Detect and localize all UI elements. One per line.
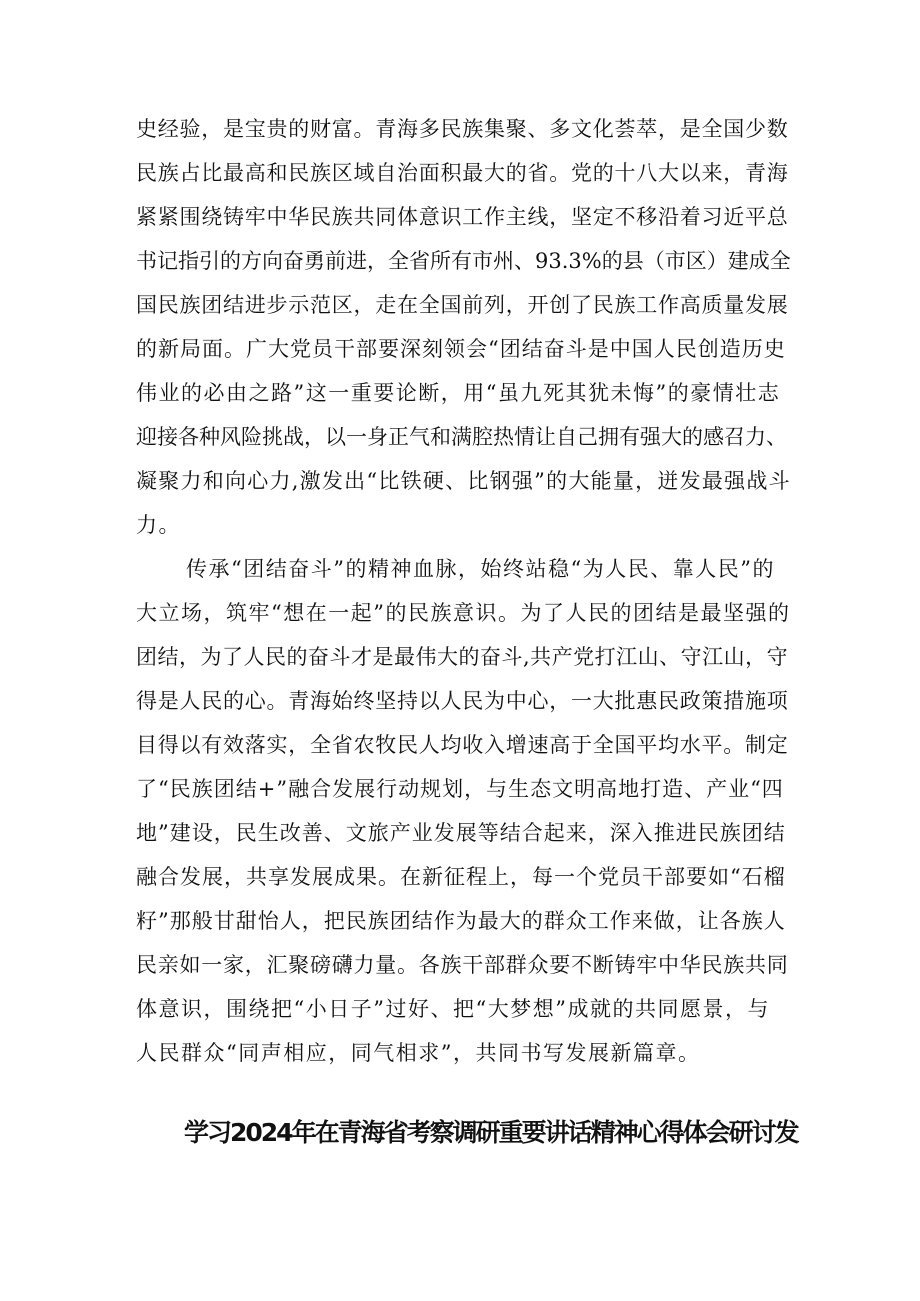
paragraph-2-line: 了“民族团结+”融合发展行动规划，与生态文明高地打造、产业“四 (136, 777, 784, 801)
paragraph-1-line: 民族占比最高和民族区域自治面积最大的省。党的十八大以来，青海 (136, 161, 789, 185)
paragraph-1-line: 伟业的必由之路”这一重要论断，用“虽九死其犹未悔”的豪情壮志 (136, 381, 781, 405)
paragraph-2-line: 传承“团结奋斗”的精神血脉，始终站稳“为人民、靠人民”的 (186, 557, 775, 581)
paragraph-1-line: 书记指引的方向奋勇前进，全省所有市州、93.3%的县（市区）建成全 (136, 249, 791, 273)
section-heading: 学习2024年在青海省考察调研重要讲话精神心得体会研讨发 (184, 1118, 798, 1147)
paragraph-2-line: 大立场，筑牢“想在一起”的民族意识。为了人民的团结是最坚强的 (136, 601, 791, 625)
paragraph-2-line: 民亲如一家，汇聚磅礴力量。各族干部群众要不断铸牢中华民族共同 (136, 953, 789, 977)
paragraph-1-line: 紧紧围绕铸牢中华民族共同体意识工作主线，坚定不移沿着习近平总 (136, 205, 789, 229)
paragraph-1-line: 凝聚力和向心力,激发出“比铁硬、比钢强”的大能量，迸发最强战斗 (136, 469, 791, 493)
paragraph-1-line: 迎接各种风险挑战，以一身正气和满腔热情让自己拥有强大的感召力、 (136, 425, 787, 449)
paragraph-2-line: 人民群众“同声相应，同气相求”，共同书写发展新篇章。 (136, 1041, 701, 1065)
paragraph-2-line: 体意识，围绕把“小日子”过好、把“大梦想”成就的共同愿景，与 (136, 997, 770, 1021)
paragraph-1-line: 国民族团结进步示范区，走在全国前列，开创了民族工作高质量发展 (136, 293, 789, 317)
paragraph-2-line: 融合发展，共享发展成果。在新征程上，每一个党员干部要如“石榴 (136, 865, 786, 889)
paragraph-2-line: 籽”那般甘甜怡人，把民族团结作为最大的群众工作来做，让各族人 (136, 909, 786, 933)
paragraph-1-line: 的新局面。广大党员干部要深刻领会“团结奋斗是中国人民创造历史 (136, 337, 786, 361)
paragraph-2-line: 目得以有效落实，全省农牧民人均收入增速高于全国平均水平。制定 (136, 733, 789, 757)
paragraph-2-line: 得是人民的心。青海始终坚持以人民为中心，一大批惠民政策措施项 (136, 689, 789, 713)
paragraph-1-line: 力。 (136, 513, 181, 537)
paragraph-2-line: 团结，为了人民的奋斗才是最伟大的奋斗,共产党打江山、守江山，守 (136, 645, 789, 669)
paragraph-2-line: 地”建设，民生改善、文旅产业发展等结合起来，深入推进民族团结 (136, 821, 786, 845)
paragraph-1-line: 史经验，是宝贵的财富。青海多民族集聚、多文化荟萃，是全国少数 (136, 117, 789, 141)
